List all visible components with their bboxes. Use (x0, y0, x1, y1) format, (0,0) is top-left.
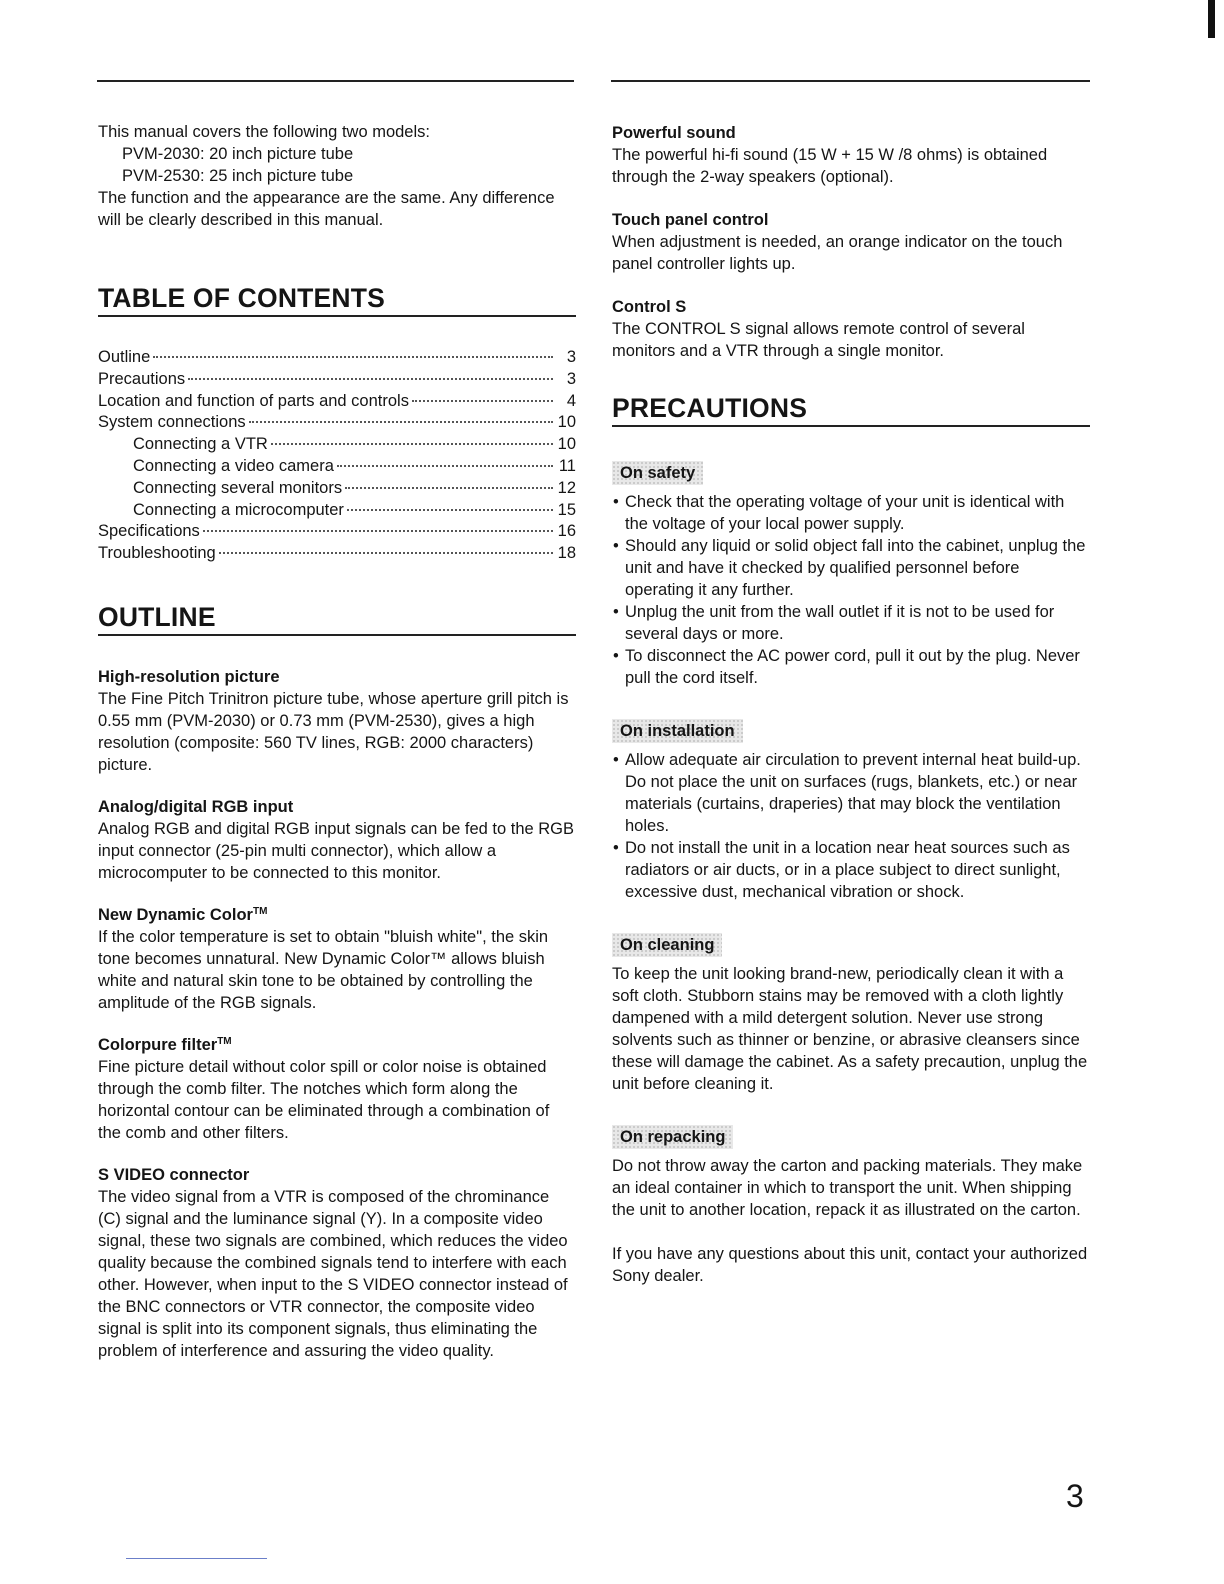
outline-heading: OUTLINE (98, 601, 576, 636)
section-body: Analog RGB and digital RGB input signals can be fed to the RGB input connector (25-pin multi connector), which allow a microcomputer to be connected to this monitor. (98, 819, 575, 882)
section-body: The video signal from a VTR is composed of the chrominance (C) signal and the luminance signal (Y). In a composite video signal, these two signals are combined, which reduces the video quality because the combined signals tend to interfere with each other. However, when input to the S VIDEO connector instead of the BNC connectors or VTR connector, the composite video signal is split into its component signals, thus eliminating the problem of interference and assuring the video quality. (98, 1187, 568, 1360)
page-number: 3 (1066, 1478, 1084, 1514)
outline-section (98, 666, 576, 776)
section-heading: S VIDEO connector (98, 1165, 250, 1184)
model-line: PVM-2030: 20 inch picture tube (122, 145, 354, 163)
toc-entry[interactable]: Troubleshooting 18 (98, 544, 576, 563)
bullet-item: • Should any liquid or solid object fall into the cabinet, unplug the unit and have it checked by qualified personnel before operating it any further. (612, 535, 1090, 601)
right-column (612, 80, 1090, 1287)
toc-entry[interactable]: Specifications 16 (98, 522, 576, 541)
section-heading: Analog/digital RGB input (98, 797, 294, 816)
section-heading: Control S (612, 298, 687, 316)
toc-subentry[interactable]: Connecting a VTR 10 (133, 435, 576, 454)
bullet-item: • To disconnect the AC power cord, pull it out by the plug. Never pull the cord itself. (612, 645, 1090, 689)
safety-section (612, 461, 1090, 689)
feature-section (612, 209, 1090, 275)
toc-entry[interactable]: Precautions 3 (98, 369, 576, 388)
bullet-item: • Do not install the unit in a location near heat sources such as radiators or air ducts, or in a place subject to direct sunlight, excessive dust, mechanical vibration or shock. (612, 837, 1090, 903)
section-body: To keep the unit looking brand-new, periodically clean it with a soft cloth. Stubborn stains may be removed with a cloth lightly dampened with a mild detergent solution. Never use strong solvents such as thinner or benzine, or abrasive cleansers since these will damage the cabinet. As a safety precaution, unplug the unit before cleaning it. (612, 965, 1088, 1093)
installation-subheading: On installation (612, 719, 743, 743)
section-heading: Colorpure filter™ (98, 1035, 232, 1054)
section-body: The powerful hi-fi sound (15 W + 15 W /8 ohms) is obtained through the 2-way speakers (optional). (612, 146, 1048, 186)
toc-subentry[interactable]: Connecting a video camera 11 (133, 456, 576, 475)
intro-block (98, 80, 576, 231)
installation-list (612, 749, 1090, 903)
model-line: PVM-2530: 25 inch picture tube (122, 167, 354, 185)
section-heading: Touch panel control (612, 211, 769, 229)
bullet-item: • Allow adequate air circulation to prevent internal heat build-up. Do not place the unit on surfaces (rugs, blankets, etc.) or near materials (curtains, draperies) that may block the ventilation holes. (612, 749, 1090, 837)
section-body: Do not throw away the carton and packing materials. They make an ideal container in which to transport the unit. When shipping the unit to another location, repack it as illustrated on the carton. (612, 1157, 1083, 1219)
section-body: The Fine Pitch Trinitron picture tube, whose aperture grill pitch is 0.55 mm (PVM-2030) or 0.73 mm (PVM-2530), gives a high resolution (composite: 560 TV lines, RGB: 2000 characters) picture. (98, 689, 569, 774)
toc-heading: TABLE OF CONTENTS (98, 282, 576, 317)
contact-note: If you have any questions about this unit, contact your authorized Sony dealer. (612, 1245, 1088, 1285)
intro-line: This manual covers the following two models: (98, 123, 430, 141)
outline-section (98, 796, 576, 884)
left-column (98, 80, 576, 1362)
outline-section (98, 1164, 576, 1362)
bullet-item: • Unplug the unit from the wall outlet if it is not to be used for several days or more. (612, 601, 1090, 645)
toc-subentry[interactable]: Connecting a microcomputer 15 (133, 500, 576, 519)
feature-section (612, 80, 1090, 188)
bullet-item: • Check that the operating voltage of your unit is identical with the voltage of your local power supply. (612, 491, 1090, 535)
section-body: Fine picture detail without color spill or color noise is obtained through the comb filter. The notches which form along the horizontal contour can be eliminated through a combination of the comb and other filters. (98, 1057, 550, 1142)
section-heading: High-resolution picture (98, 667, 280, 686)
feature-section (612, 296, 1090, 362)
section-heading: New Dynamic Color™ (98, 905, 268, 924)
repacking-subheading: On repacking (612, 1125, 733, 1149)
cleaning-section (612, 933, 1090, 1095)
repacking-section (612, 1125, 1090, 1221)
safety-subheading: On safety (612, 461, 703, 485)
intro-line: The function and the appearance are the same. Any difference will be clearly described in this manual. (98, 189, 555, 229)
footer-rule (126, 1558, 267, 1559)
trademark-mark: TM (252, 905, 268, 917)
outline-section (98, 904, 576, 1014)
outline-section (98, 1034, 576, 1144)
trademark-mark: TM (217, 1035, 232, 1047)
installation-section (612, 719, 1090, 903)
section-body: When adjustment is needed, an orange indicator on the touch panel controller lights up. (612, 233, 1063, 273)
section-body: If the color temperature is set to obtain "bluish white", the skin tone becomes unnatural. New Dynamic Color™ allows bluish white and natural skin tone to be obtained by controlling the amplitude of the RGB signals. (98, 927, 549, 1012)
section-body: The CONTROL S signal allows remote control of several monitors and a VTR through a single monitor. (612, 320, 1025, 360)
toc-subentry[interactable]: Connecting several monitors 12 (133, 478, 576, 497)
page-edge-mark (1208, 0, 1215, 38)
toc-entry[interactable]: Outline 3 (98, 348, 576, 366)
toc-list (98, 347, 576, 565)
toc-entry[interactable]: System connections 10 (98, 413, 576, 432)
cleaning-subheading: On cleaning (612, 933, 722, 957)
precautions-heading: PRECAUTIONS (612, 392, 1090, 427)
toc-entry[interactable]: Location and function of parts and controls 4 (98, 391, 576, 410)
section-heading: Powerful sound (612, 124, 736, 142)
safety-list (612, 491, 1090, 689)
